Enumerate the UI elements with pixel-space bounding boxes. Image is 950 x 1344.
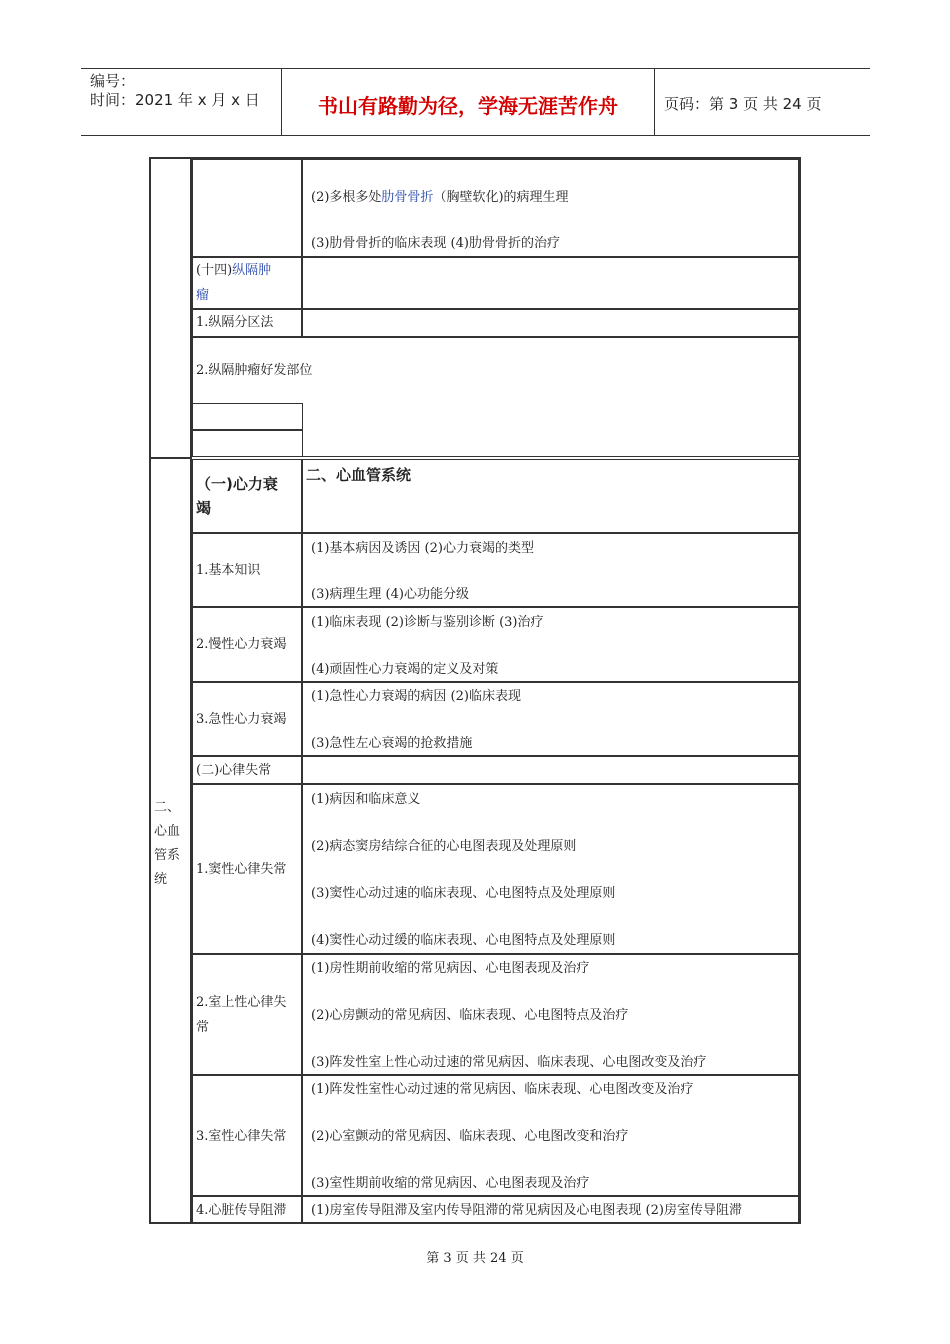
side-label-line-2: 心血 bbox=[154, 824, 181, 839]
row-line: (3)窦性心动过速的临床表现、心电图特点及处理原则 bbox=[311, 886, 616, 901]
row-line: (1)急性心力衰竭的病因 (2)临床表现 bbox=[311, 689, 521, 704]
row-line: (3)阵发性室上性心动过速的常见病因、临床表现、心电图改变及治疗 bbox=[311, 1055, 707, 1070]
row-line: (1)房性期前收缩的常见病因、心电图表现及治疗 bbox=[311, 961, 590, 976]
rib-item-3: (3)肋骨骨折的临床表现 (4)肋骨骨折的治疗 bbox=[311, 236, 560, 251]
row-line: (1)房室传导阻滞及室内传导阻滞的常见病因及心电图表现 (2)房室传导阻滞 bbox=[311, 1203, 742, 1218]
row-conduction-divider bbox=[301, 1196, 303, 1224]
section-title: 二、心血管系统 bbox=[306, 466, 412, 484]
side-label-line-3: 管系 bbox=[154, 848, 181, 863]
row-line: (4)窦性心动过缓的临床表现、心电图特点及处理原则 bbox=[311, 933, 616, 948]
row-heart-failure-heading bbox=[192, 459, 799, 533]
row-label: 1.基本知识 bbox=[196, 563, 261, 578]
header-bottom-rule bbox=[81, 135, 870, 136]
row-ventricular-divider bbox=[301, 1075, 303, 1196]
row-label: 3.急性心力衰竭 bbox=[196, 712, 287, 727]
rib-item-2-prefix: (2)多根多处 bbox=[311, 190, 382, 205]
header-meta bbox=[90, 72, 260, 110]
header-motto: 书山有路勤为径，学海无涯苦作舟 bbox=[318, 94, 618, 118]
syllabus-table bbox=[149, 157, 801, 1224]
mediastinal-tumor-link-a[interactable]: 纵隔肿 bbox=[232, 263, 272, 278]
empty-cell-1 bbox=[192, 403, 303, 430]
row-line: (1)阵发性室性心动过速的常见病因、临床表现、心电图改变及治疗 bbox=[311, 1082, 694, 1097]
mediastinal-tumor-link-b[interactable]: 瘤 bbox=[196, 288, 210, 303]
header-time: 时间：2021 年 x 月 x 日 bbox=[90, 91, 260, 109]
row-line: (3)病理生理 (4)心功能分级 bbox=[311, 587, 469, 602]
rib-item-2 bbox=[311, 189, 569, 207]
cardio-side-label bbox=[154, 796, 180, 892]
header-number: 编号： bbox=[90, 72, 136, 90]
row-line: (2)心房颤动的常见病因、临床表现、心电图特点及治疗 bbox=[311, 1008, 629, 1023]
row-mediastinal-tumor bbox=[192, 257, 799, 309]
row-mediastinal-divider bbox=[301, 257, 303, 309]
row-line: (2)心室颤动的常见病因、临床表现、心电图改变和治疗 bbox=[311, 1129, 629, 1144]
row-supra-divider bbox=[301, 954, 303, 1075]
sec14-heading bbox=[196, 262, 271, 280]
row-line: (1)基本病因及诱因 (2)心力衰竭的类型 bbox=[311, 541, 534, 556]
heart-failure-heading-line2: 竭 bbox=[196, 499, 212, 517]
row-line: (3)室性期前收缩的常见病因、心电图表现及治疗 bbox=[311, 1176, 590, 1191]
row-label: 2.慢性心力衰竭 bbox=[196, 637, 287, 652]
row-label: 1.窦性心律失常 bbox=[196, 862, 287, 877]
page-footer: 第 3 页 共 24 页 bbox=[426, 1251, 524, 1266]
sec14-prefix: (十四) bbox=[196, 263, 233, 278]
rib-item-2-suffix: （胸壁软化)的病理生理 bbox=[433, 190, 569, 205]
row-acute-divider bbox=[301, 682, 303, 756]
empty-cell-2 bbox=[192, 430, 303, 457]
header-top-rule bbox=[81, 68, 870, 69]
row-label: (二)心律失常 bbox=[196, 763, 272, 778]
row-sinus-divider bbox=[301, 784, 303, 954]
row-line: (2)病态窦房结综合征的心电图表现及处理原则 bbox=[311, 839, 577, 854]
row-label: 4.心脏传导阻滞 bbox=[196, 1203, 287, 1218]
header-page-info: 页码：第 3 页 共 24 页 bbox=[664, 95, 822, 113]
row-line: (1)临床表现 (2)诊断与鉴别诊断 (3)治疗 bbox=[311, 615, 544, 630]
row-rib-divider bbox=[301, 159, 303, 257]
row-zoning-divider bbox=[301, 309, 303, 337]
row-line: (3)急性左心衰竭的抢救措施 bbox=[311, 736, 473, 751]
row-line: (1)病因和临床意义 bbox=[311, 792, 421, 807]
heart-failure-heading bbox=[196, 472, 278, 520]
rib-fracture-link[interactable]: 肋骨骨折 bbox=[381, 190, 434, 205]
header-divider-2 bbox=[654, 68, 655, 136]
row-chronic-divider bbox=[301, 607, 303, 682]
row-arrhythmia-heading bbox=[192, 756, 799, 784]
row-basic-divider bbox=[301, 533, 303, 607]
heading-divider bbox=[301, 459, 303, 533]
row-line: (4)顽固性心力衰竭的定义及对策 bbox=[311, 662, 499, 677]
row-arrhythmia-divider bbox=[301, 756, 303, 784]
row-mediastinal-zoning bbox=[192, 309, 799, 337]
row-label-line2: 常 bbox=[196, 1020, 210, 1035]
side-label-line-4: 统 bbox=[154, 872, 168, 887]
row-label-line1: 2.室上性心律失 bbox=[196, 995, 287, 1010]
mediastinal-zoning-label: 1.纵隔分区法 bbox=[196, 315, 274, 330]
tumor-sites-label: 2.纵隔肿瘤好发部位 bbox=[196, 363, 313, 378]
heart-failure-heading-line1: （一)心力衰 bbox=[196, 475, 278, 493]
side-label-line-1: 二、 bbox=[154, 800, 181, 815]
row-label: 3.室性心律失常 bbox=[196, 1129, 287, 1144]
